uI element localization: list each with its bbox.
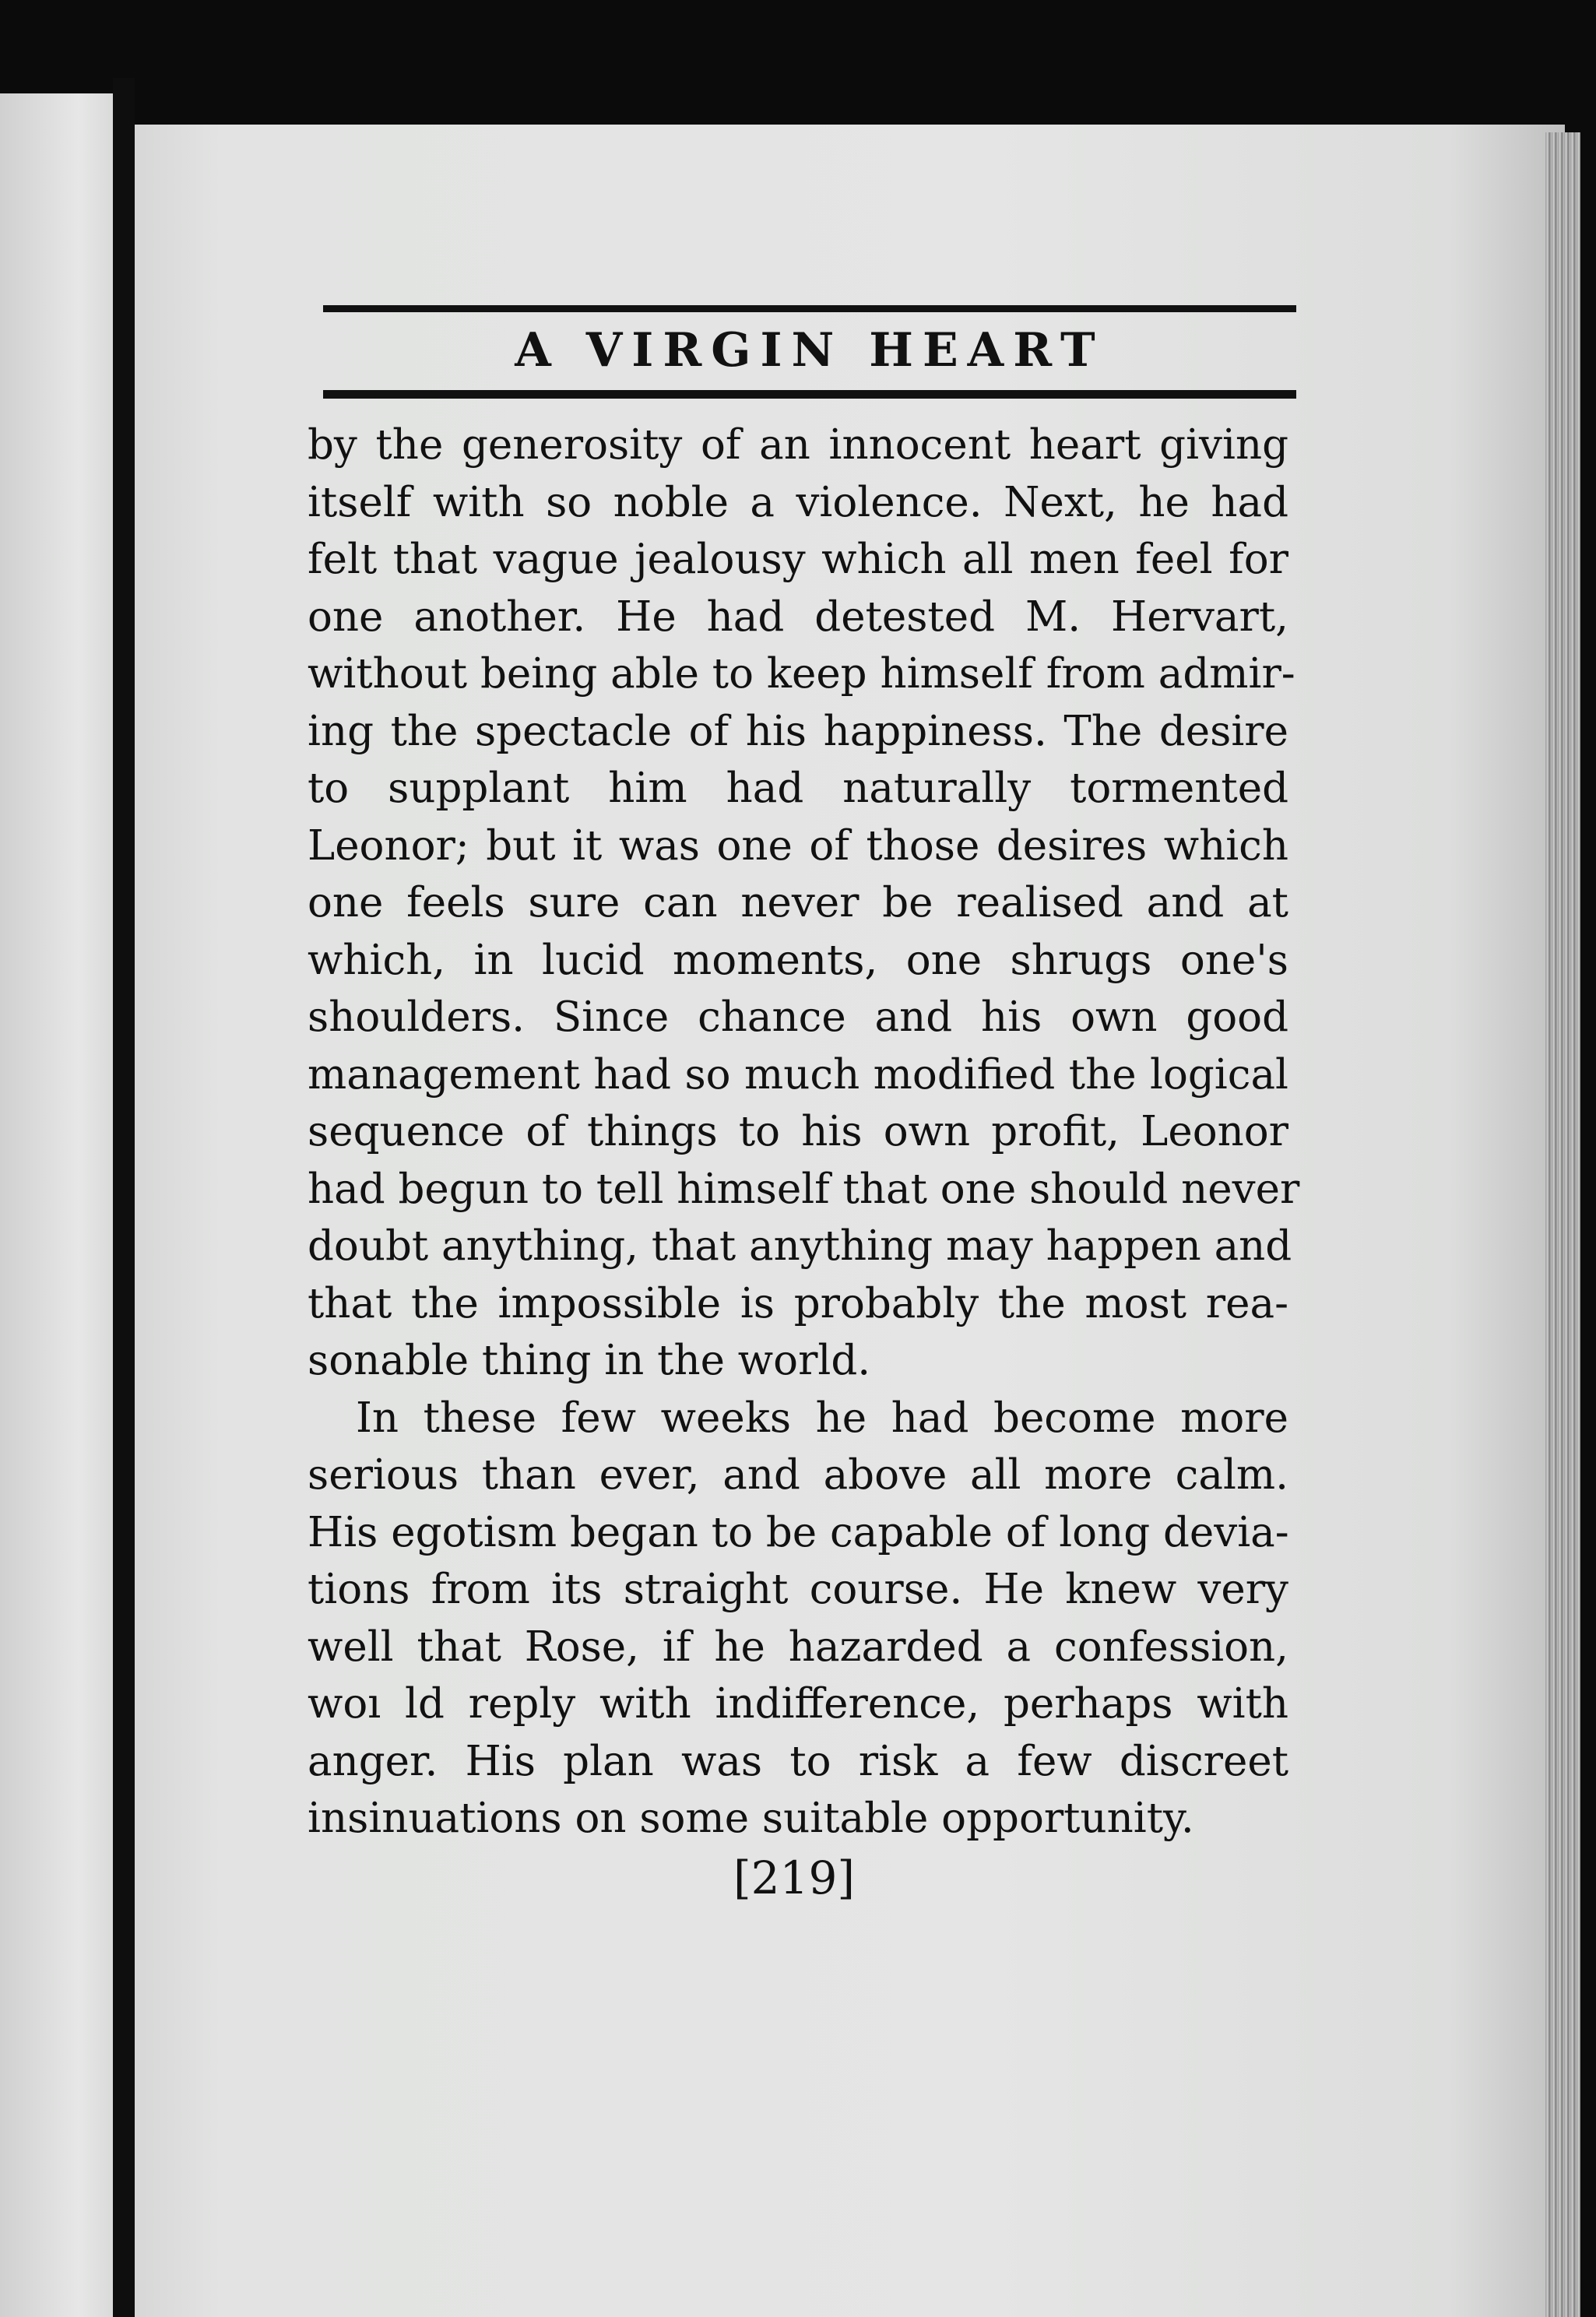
text-line: ing the spectacle of his happiness. The desire bbox=[308, 707, 1288, 755]
text-line: sequence of things to his own profit, Leonor bbox=[308, 1108, 1288, 1155]
text-line: to supplant him had naturally tormented bbox=[308, 765, 1288, 812]
running-head: A VIRGIN HEART bbox=[515, 323, 1105, 378]
text-line: itself with so noble a violence. Next, he had bbox=[308, 478, 1288, 526]
text-line: by the generosity of an innocent heart giving bbox=[308, 421, 1288, 469]
text-line: serious than ever, and above all more calm. bbox=[308, 1451, 1288, 1499]
facing-page-edge bbox=[0, 93, 113, 2317]
text-line: sonable thing in the world. bbox=[308, 1337, 871, 1384]
text-line: one feels sure can never be realised and at bbox=[308, 879, 1288, 926]
text-line: shoulders. Since chance and his own good bbox=[308, 993, 1288, 1041]
text-line: which, in lucid moments, one shrugs one's bbox=[308, 936, 1288, 984]
text-line: doubt anything, that anything may happen and bbox=[308, 1222, 1292, 1270]
text-line: Leonor; but it was one of those desires which bbox=[308, 821, 1288, 870]
text-line: tions from its straight course. He knew very bbox=[308, 1566, 1288, 1613]
text-line: felt that vague jealousy which all men feel for bbox=[308, 536, 1288, 583]
text-line: anger. His plan was to risk a few discreet bbox=[308, 1737, 1288, 1785]
header-rule-bottom bbox=[323, 390, 1296, 399]
text-line: woı ld reply with indifference, perhaps with bbox=[308, 1680, 1288, 1728]
text-line: insinuations on some suitable opportunity. bbox=[308, 1795, 1194, 1842]
paragraph bbox=[308, 1390, 1288, 1848]
text-line: well that Rose, if he hazarded a confession, bbox=[308, 1623, 1288, 1671]
header-rule-top bbox=[323, 305, 1296, 312]
paragraph bbox=[308, 417, 1300, 1390]
text-line: that the impossible is probably the most rea- bbox=[308, 1279, 1288, 1327]
text-line: without being able to keep himself from admir- bbox=[308, 650, 1295, 698]
page-edge-stack bbox=[1545, 132, 1580, 2317]
page-number: [219] bbox=[733, 1851, 855, 1904]
book-gutter bbox=[113, 78, 135, 2317]
body-text bbox=[308, 417, 1300, 1848]
text-line: His egotism began to be capable of long devia- bbox=[308, 1508, 1289, 1556]
text-line: In these few weeks he had become more bbox=[356, 1394, 1288, 1442]
text-line: had begun to tell himself that one should never bbox=[308, 1165, 1300, 1213]
text-line: one another. He had detested M. Hervart, bbox=[308, 592, 1288, 641]
text-line: management had so much modified the logical bbox=[308, 1050, 1288, 1099]
